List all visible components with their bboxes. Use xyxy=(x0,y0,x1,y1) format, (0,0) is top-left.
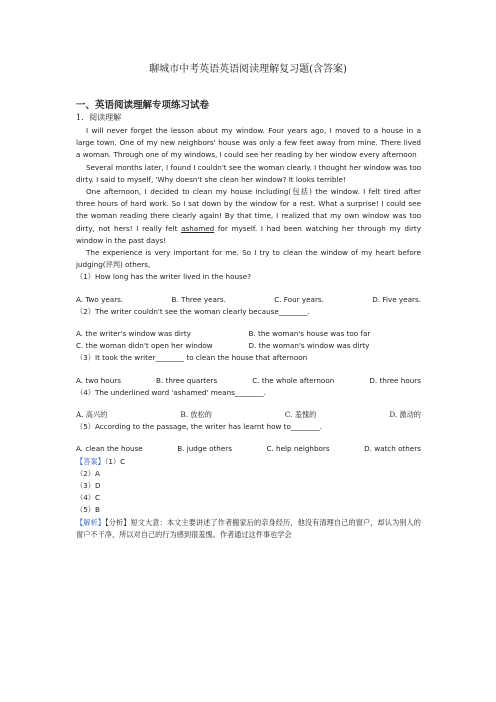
answer-item: （2）A xyxy=(76,468,100,478)
answer-label: 【答案】 xyxy=(76,456,105,466)
analysis-label: 【解析】 xyxy=(76,517,106,527)
option: B. the woman's house was too far xyxy=(248,329,371,339)
passage-text: One afternoon, I decided to clean my house including(包括) the window. I felt tired after three hours of hard work. So I sat down by the window for a rest. What a surprise! I could see the woman reading there clearly again! By that time, I realized that my own window was too dirty, not hers! I really felt xyxy=(76,187,421,233)
option: C. Four years. xyxy=(274,294,324,304)
option: C. the whole afternoon xyxy=(252,375,335,385)
sub-heading: 1．阅读理解 xyxy=(76,113,122,122)
answer-item: （5）B xyxy=(76,505,100,515)
option: A. the writer's window was dirty xyxy=(76,329,191,339)
analysis-text: 【分析】短文大意：本文主要讲述了作者搬家后的亲身经历，他没有清理自己的窗户，却认为别人的窗户不干净，所以对自己的行为感到很羞愧。作者通过这件事也学会 xyxy=(76,517,421,539)
question-options xyxy=(76,443,421,455)
question-stem: （5）According to the passage, the writer has learnt how to________. xyxy=(76,422,322,432)
option: A. 高兴的 xyxy=(76,410,108,420)
question-stem: （1）How long has the writer lived in the house? xyxy=(76,272,252,282)
answer-item: （1）C xyxy=(104,456,126,466)
analysis-paragraph xyxy=(76,517,421,541)
option: C. the woman didn't open her window xyxy=(76,341,213,351)
passage-paragraph: The experience is very important for me. So I try to clean the window of my heart before judging(评判) others, xyxy=(76,248,421,270)
question-options xyxy=(76,375,421,387)
passage-paragraph xyxy=(76,186,421,247)
passage-paragraph: I will never forget the lesson about my window. Four years ago, I moved to a house in a large town. One of my new neighbors' house was only a few feet away from mine. There lived a woman. Through one of my windows, I could see her reading by her window every afternoon xyxy=(76,126,421,160)
option: D. three hours xyxy=(369,375,421,385)
option: C. 羞愧的 xyxy=(284,410,317,420)
document-title: 聊城市中考英语英语阅读理解复习题(含答案) xyxy=(149,64,347,75)
passage-paragraph: Several months later, I found I couldn't see the woman clearly. I thought her window was too dirty. I said to myself, 'Why doesn't she clean her window? It looks terrible! xyxy=(76,162,421,184)
option: B. 放松的 xyxy=(180,410,212,420)
option: A. two hours xyxy=(76,375,121,385)
passage-body xyxy=(76,125,421,541)
option: A. clean the house xyxy=(76,444,143,454)
option: C. help neighbors xyxy=(266,444,330,454)
question-stem: （4）The underlined word 'ashamed' means________. xyxy=(76,387,266,397)
passage-text: for myself. I had been watching her through my dirty window in the past days! xyxy=(76,223,422,245)
option: D. watch others xyxy=(364,444,421,454)
option: D. the woman's window was dirty xyxy=(248,341,370,351)
section-heading: 一、英语阅读理解专项练习试卷 xyxy=(76,100,210,111)
option: A. Two years. xyxy=(76,294,124,304)
answer-line xyxy=(76,456,421,468)
question-options xyxy=(76,409,421,421)
question-options xyxy=(76,328,421,352)
underlined-word: ashamed xyxy=(181,223,215,233)
question-stem: （3）It took the writer________ to clean the house that afternoon xyxy=(76,353,308,363)
answer-item: （4）C xyxy=(76,493,100,503)
question-options xyxy=(76,294,421,306)
option: B. Three years. xyxy=(171,294,226,304)
option: D. 激动的 xyxy=(389,410,421,420)
answer-item: （3）D xyxy=(76,481,101,491)
option: B. judge others xyxy=(177,444,232,454)
question-stem: （2）The writer couldn't see the woman clearly because________. xyxy=(76,306,310,316)
option: B. three quarters xyxy=(156,375,218,385)
option: D. Five years. xyxy=(372,294,421,304)
